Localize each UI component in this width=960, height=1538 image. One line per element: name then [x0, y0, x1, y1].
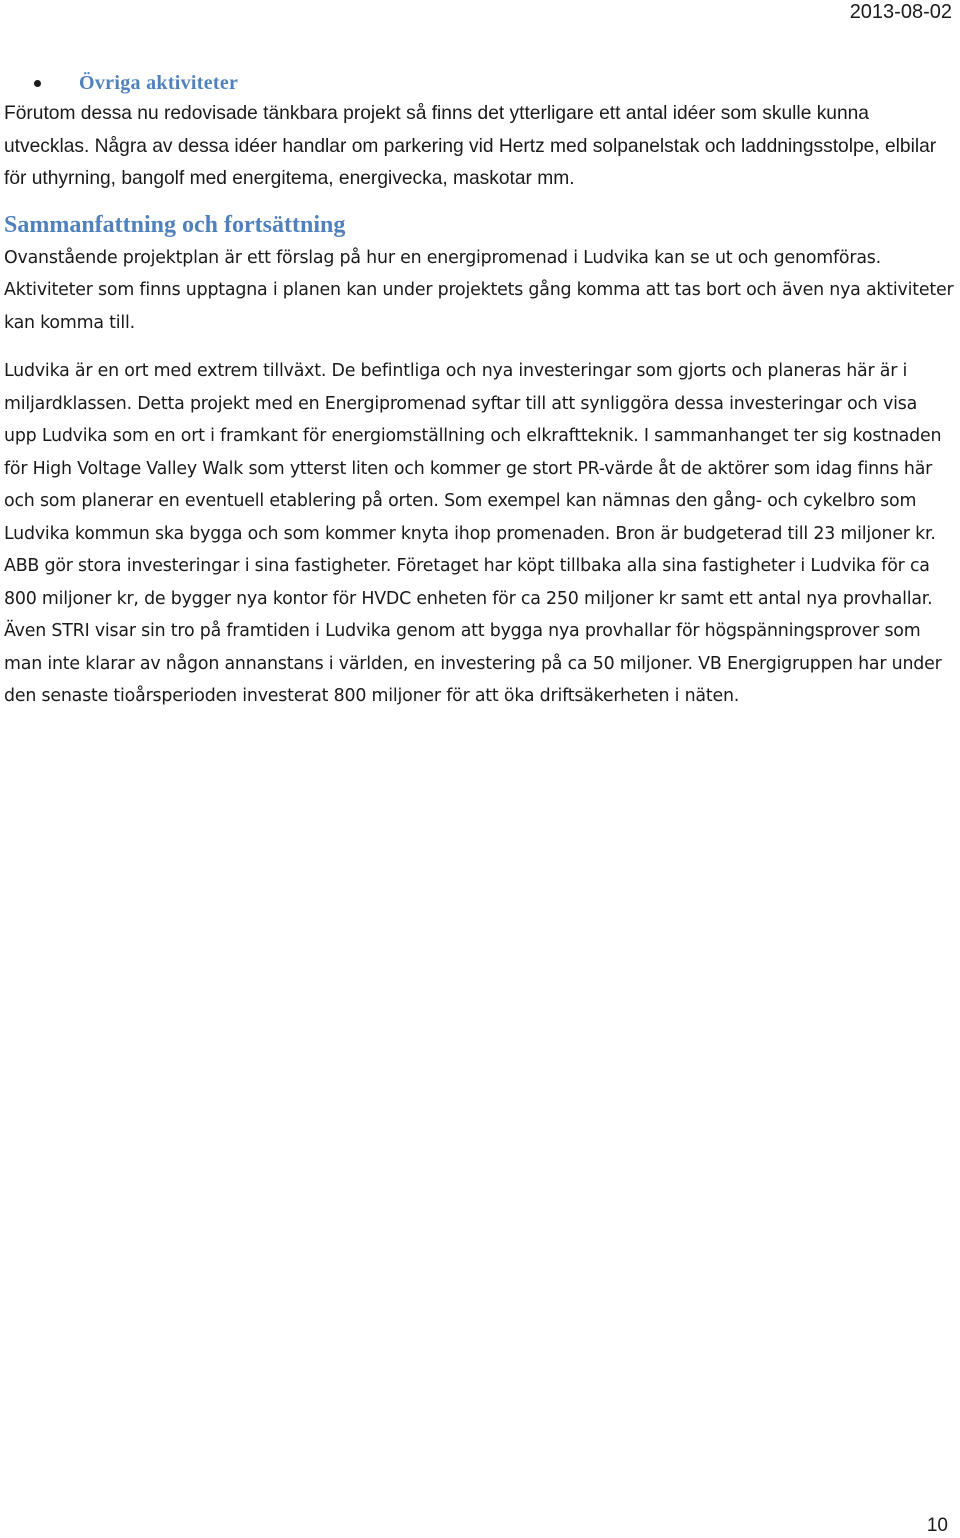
bullet-icon — [34, 80, 41, 87]
bullet-item — [34, 68, 954, 98]
header-date: 2013-08-02 — [849, 1, 952, 23]
page-number: 10 — [926, 1515, 948, 1536]
section-heading-summary: Sammanfattning och fortsättning — [4, 211, 346, 238]
paragraph-ovriga: Förutom dessa nu redovisade tänkbara projekt så finns det ytterligare ett antal idéer som skulle kunna utvecklas. Några av dessa idéer handlar om parkering vid Hertz med solpanelstak och laddningsstolpe, elbilar för uthyrning, bangolf med energitema, energivecka, maskotar mm. — [4, 103, 937, 189]
paragraph-summary-2: Ludvika är en ort med extrem tillväxt. De befintliga och nya investeringar som gjorts och planeras här är i miljardklassen. Detta projekt med en Energipromenad syftar till att synliggöra dessa investeringar och visa upp Ludvika som en ort i framkant för energiomställning och elkraftteknik. I sammanhanget ter sig kostnaden för High Voltage Valley Walk som ytterst liten och kommer ge stort PR-värde åt de aktörer som idag finns här och som planerar en eventuell etablering på orten. Som exempel kan nämnas den gång- och cykelbro som Ludvika kommun ska bygga och som kommer knyta ihop promenaden. Bron är budgeterad till 23 miljoner kr. ABB gör stora investeringar i sina fastigheter. Företaget har köpt tillbaka alla sina fastigheter i Ludvika för ca 800 miljoner kr, de bygger nya kontor för HVDC enheten för ca 250 miljoner kr samt ett antal nya provhallar. Även STRI visar sin tro på framtiden i Ludvika genom att bygga nya provhallar för högspänningsprover som man inte klarar av någon annanstans i världen, en investering på ca 50 miljoner. VB Energigruppen har under den senaste tioårsperioden investerat 800 miljoner för att öka driftsäkerheten i näten. — [4, 361, 942, 706]
paragraph-gap — [4, 339, 954, 355]
section-heading-ovriga: Övriga aktiviteter — [79, 71, 239, 94]
document-body — [4, 68, 954, 713]
paragraph-summary-1: Ovanstående projektplan är ett förslag på hur en energipromenad i Ludvika kan se ut och genomföras. Aktiviteter som finns upptagna i planen kan under projektets gång komma att tas bort och även nya aktiviteter kan komma till. — [4, 247, 954, 333]
